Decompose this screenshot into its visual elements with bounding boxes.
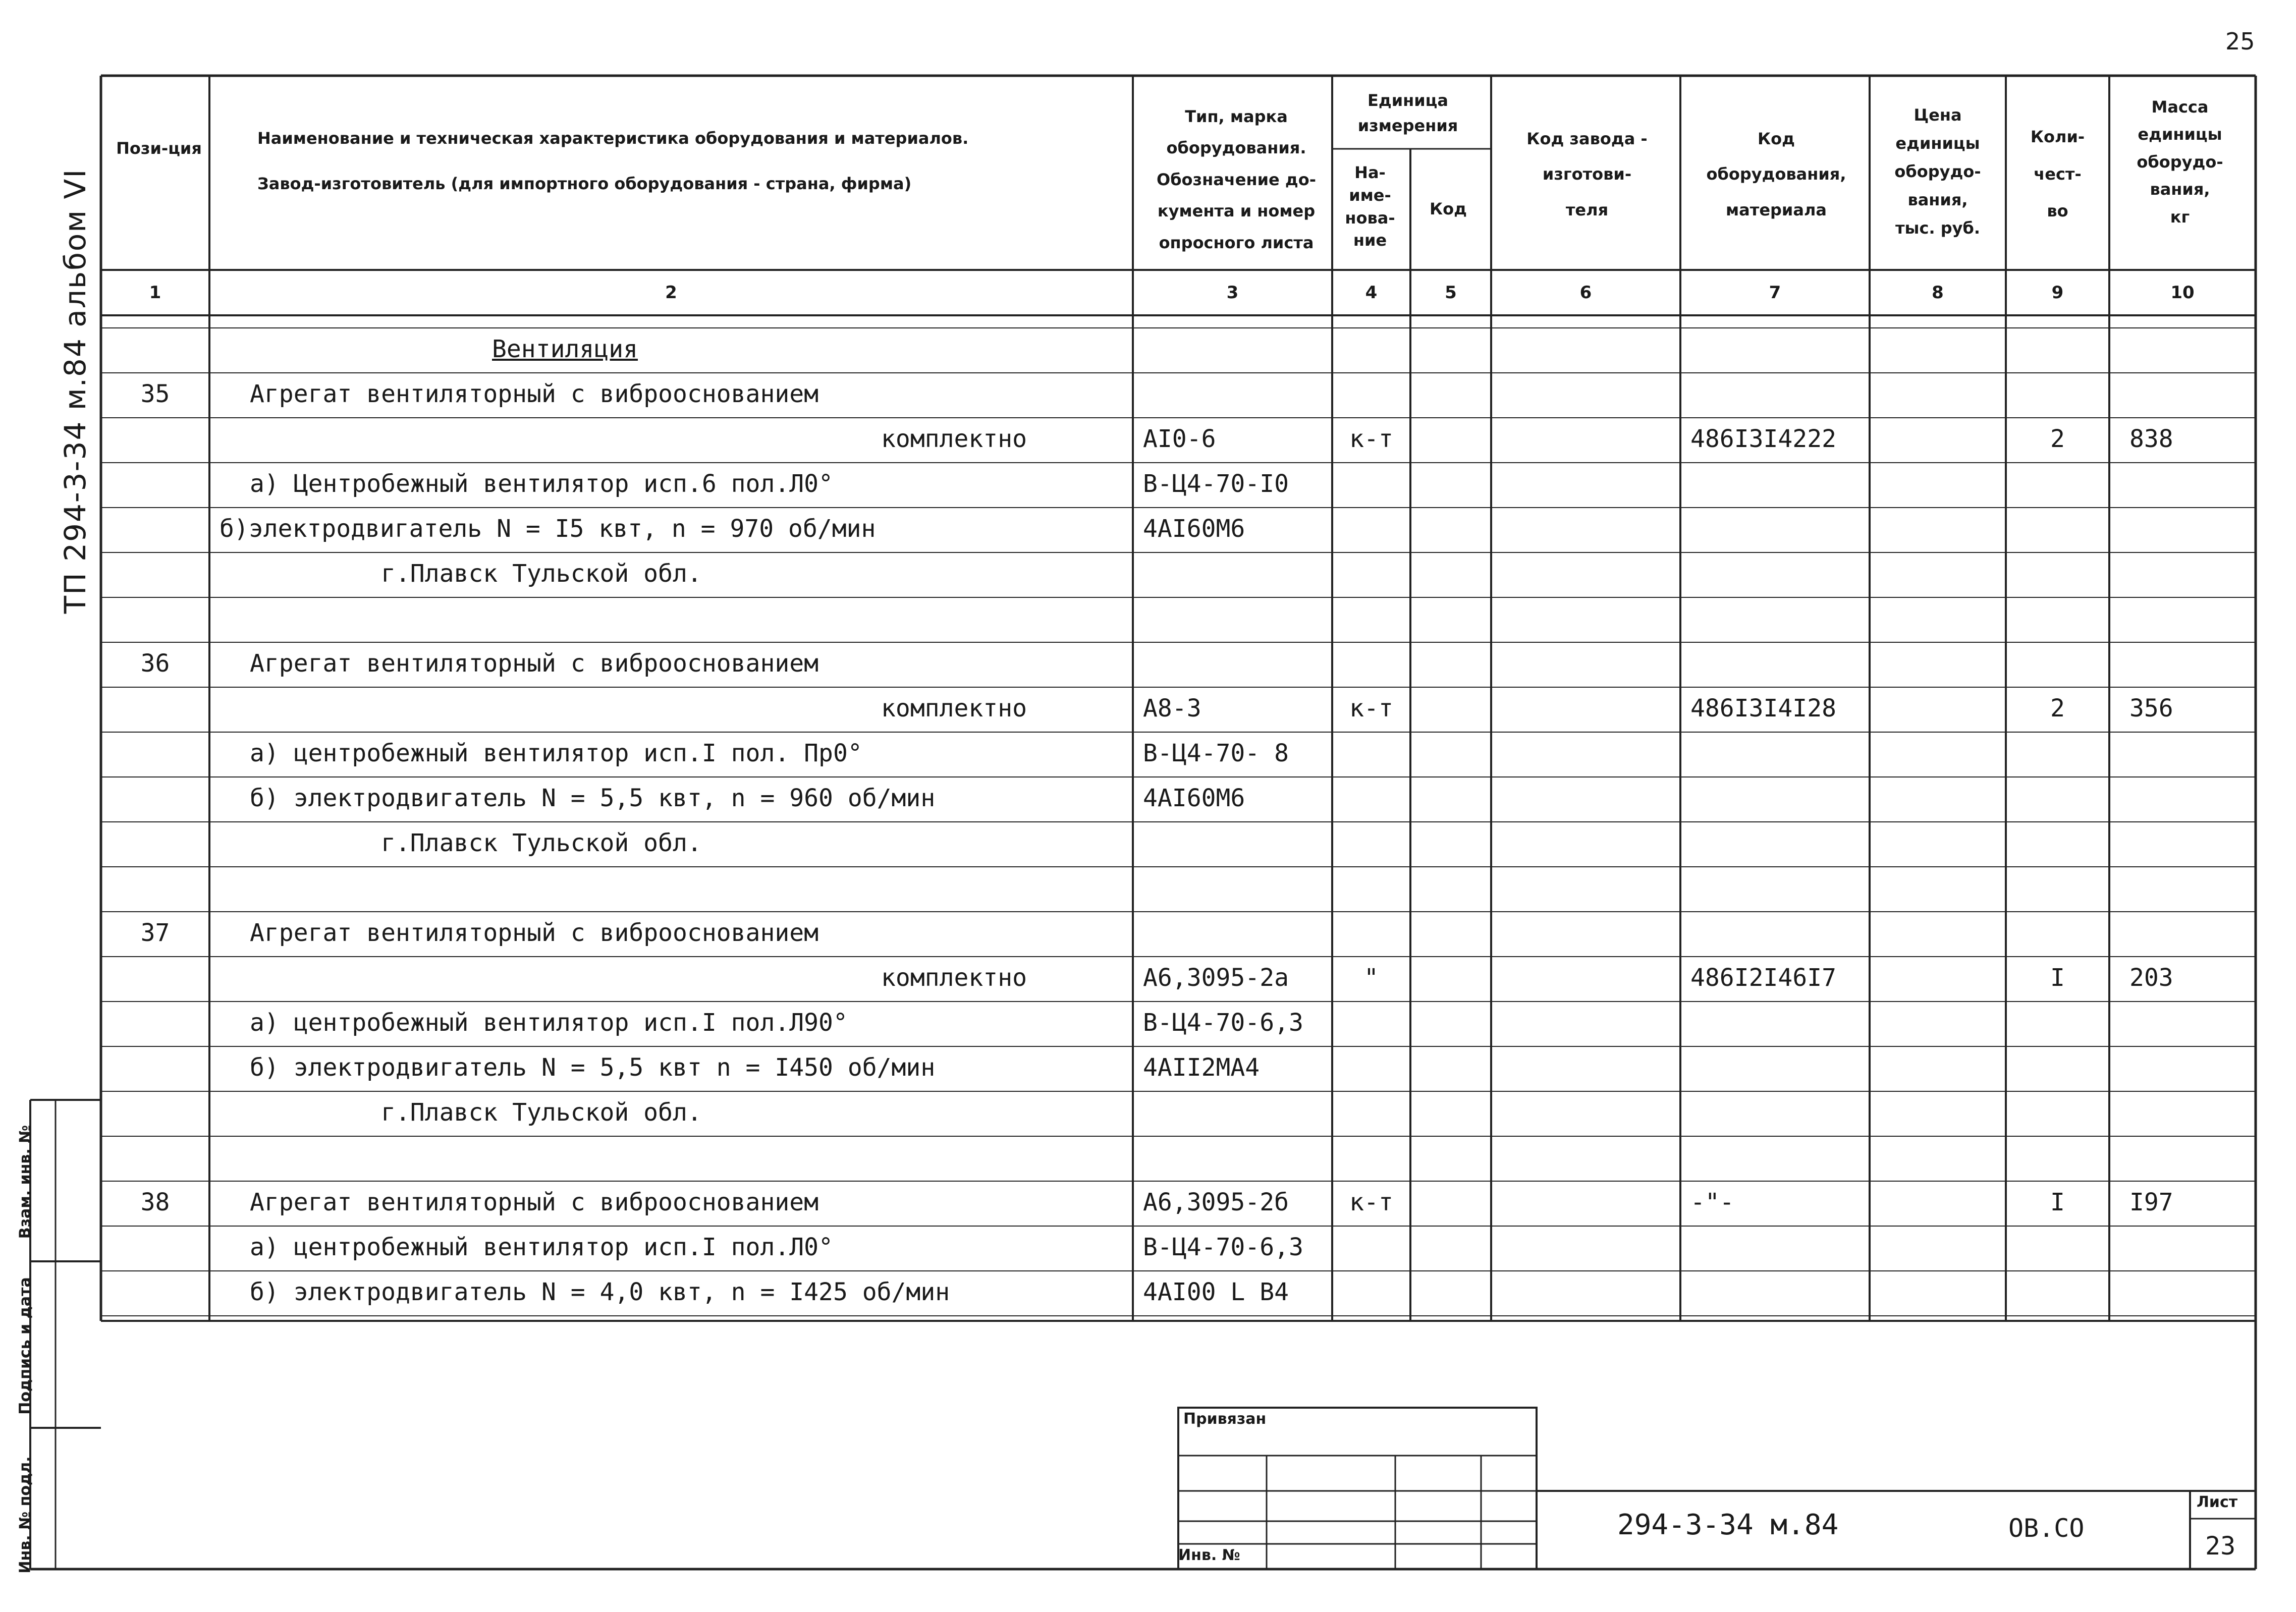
row-position: 36 (140, 649, 170, 678)
row-type: В-Ц4-70-6,3 (1143, 1009, 1303, 1037)
row-name: г.Плавск Тульской обл. (381, 829, 702, 857)
row-position: 38 (140, 1188, 170, 1216)
row-name: комплектно (881, 425, 1027, 453)
row-name: б)электродвигатель N = I5 квт, n = 970 об/мин (220, 515, 876, 543)
column-number-7: 7 (1769, 283, 1781, 303)
row-type: АI0-6 (1143, 425, 1216, 453)
header-quantity: Коли- чест- во (2030, 127, 2085, 221)
row-type: В-Ц4-70- 8 (1143, 739, 1289, 767)
header-unit-code: Код (1430, 199, 1467, 218)
row-name: комплектно (881, 964, 1027, 992)
row-equipment-code: -"- (1690, 1188, 1734, 1216)
header-price: Цена единицы оборудо- вания, тыс. руб. (1894, 105, 1981, 238)
column-number-9: 9 (2051, 283, 2064, 303)
row-name: комплектно (881, 694, 1027, 722)
row-name: Агрегат вентиляторный с виброоснованием (250, 380, 819, 408)
row-type: 4АI60М6 (1143, 784, 1245, 812)
stamp-vzam-inv: Взам. инв. № (16, 1125, 34, 1239)
column-number-8: 8 (1932, 283, 1944, 303)
row-unit: к-т (1349, 1188, 1393, 1216)
row-name: а) центробежный вентилятор исп.I пол.Л90° (250, 1009, 848, 1037)
row-mass: 838 (2129, 425, 2173, 453)
footer-sheet-label: Лист (2197, 1493, 2238, 1511)
row-unit: " (1364, 964, 1379, 992)
row-unit: к-т (1349, 694, 1393, 722)
header-position: Пози-ция (116, 139, 202, 158)
row-quantity: 2 (2050, 425, 2065, 453)
column-number-5: 5 (1445, 283, 1457, 303)
row-name: г.Плавск Тульской обл. (381, 560, 702, 588)
header-type: Тип, марка оборудования. Обозначение до- кумента и номер опросного листа (1157, 107, 1316, 252)
header-unit: Единица измерения (1357, 91, 1458, 135)
footer-doc-code: 294-3-34 м.84 (1617, 1509, 1839, 1541)
header-equipment-code: Код оборудования, материала (1706, 129, 1846, 219)
row-quantity: 2 (2050, 694, 2065, 722)
row-name: а) Центробежный вентилятор исп.6 пол.Л0° (250, 470, 833, 498)
column-number-2: 2 (665, 283, 677, 303)
row-name: Агрегат вентиляторный с виброоснованием (250, 1188, 819, 1216)
row-type: А8-3 (1143, 694, 1201, 722)
row-name: г.Плавск Тульской обл. (381, 1098, 702, 1127)
row-name: а) центробежный вентилятор исп.I пол.Л0° (250, 1233, 833, 1261)
row-equipment-code: 486I3I4I28 (1690, 694, 1836, 722)
column-number-4: 4 (1365, 283, 1378, 303)
row-type: А6,3095-2а (1143, 964, 1289, 992)
row-unit: к-т (1349, 425, 1393, 453)
row-quantity: I (2050, 1188, 2065, 1216)
stamp-inv-original: Инв. № подл. (16, 1456, 34, 1574)
header-unit-name: На- име- нова- ние (1345, 163, 1395, 250)
row-mass: I97 (2129, 1188, 2173, 1216)
row-equipment-code: 486I2I46I7 (1690, 964, 1836, 992)
page-number: 25 (2225, 28, 2255, 55)
row-type: 4АI60М6 (1143, 515, 1245, 543)
column-number-10: 10 (2170, 283, 2195, 303)
row-name: а) центробежный вентилятор исп.I пол. Пр0° (250, 739, 862, 767)
row-name: Агрегат вентиляторный с виброоснованием (250, 649, 819, 678)
row-name: б) электродвигатель N = 5,5 квт, n = 960 об/мин (250, 784, 936, 812)
footer-sheet-number: 23 (2205, 1531, 2236, 1561)
row-name: Агрегат вентиляторный с виброоснованием (250, 919, 819, 947)
header-name: Наименование и техническая характеристика оборудования и материалов. Завод-изготовитель (для импортного оборудования - страна, фирма) (257, 129, 969, 193)
row-equipment-code: 486I3I4222 (1690, 425, 1836, 453)
header-mass: Масса единицы оборудо- вания, кг (2137, 97, 2223, 227)
footer-doc-suffix: ОВ.СО (2008, 1514, 2085, 1543)
side-title: ТП 294-3-34 м.84 альбом VI (58, 168, 92, 614)
row-position: 37 (140, 919, 170, 947)
row-type: В-Ц4-70-6,3 (1143, 1233, 1303, 1261)
row-name: Вентиляция (492, 335, 638, 363)
row-type: А6,3095-2б (1143, 1188, 1289, 1216)
column-number-6: 6 (1579, 283, 1592, 303)
column-number-3: 3 (1226, 283, 1239, 303)
row-type: 4АII2МА4 (1143, 1053, 1260, 1082)
row-position: 35 (140, 380, 170, 408)
frame-rect (1178, 1408, 1537, 1569)
row-name: б) электродвигатель N = 5,5 квт n = I450 об/мин (250, 1053, 936, 1082)
row-type: В-Ц4-70-I0 (1143, 470, 1289, 498)
row-quantity: I (2050, 964, 2065, 992)
footer-inv-no: Инв. № (1178, 1546, 1240, 1564)
row-mass: 203 (2129, 964, 2173, 992)
column-number-1: 1 (149, 283, 161, 303)
row-mass: 356 (2129, 694, 2173, 722)
stamp-signature-date: Подпись и дата (16, 1277, 34, 1415)
footer-privyazan: Привязан (1183, 1410, 1267, 1428)
header-plant-code: Код завода - изготови- теля (1526, 129, 1648, 219)
row-type: 4АI00 L В4 (1143, 1278, 1289, 1306)
row-name: б) электродвигатель N = 4,0 квт, n = I425 об/мин (250, 1278, 950, 1306)
